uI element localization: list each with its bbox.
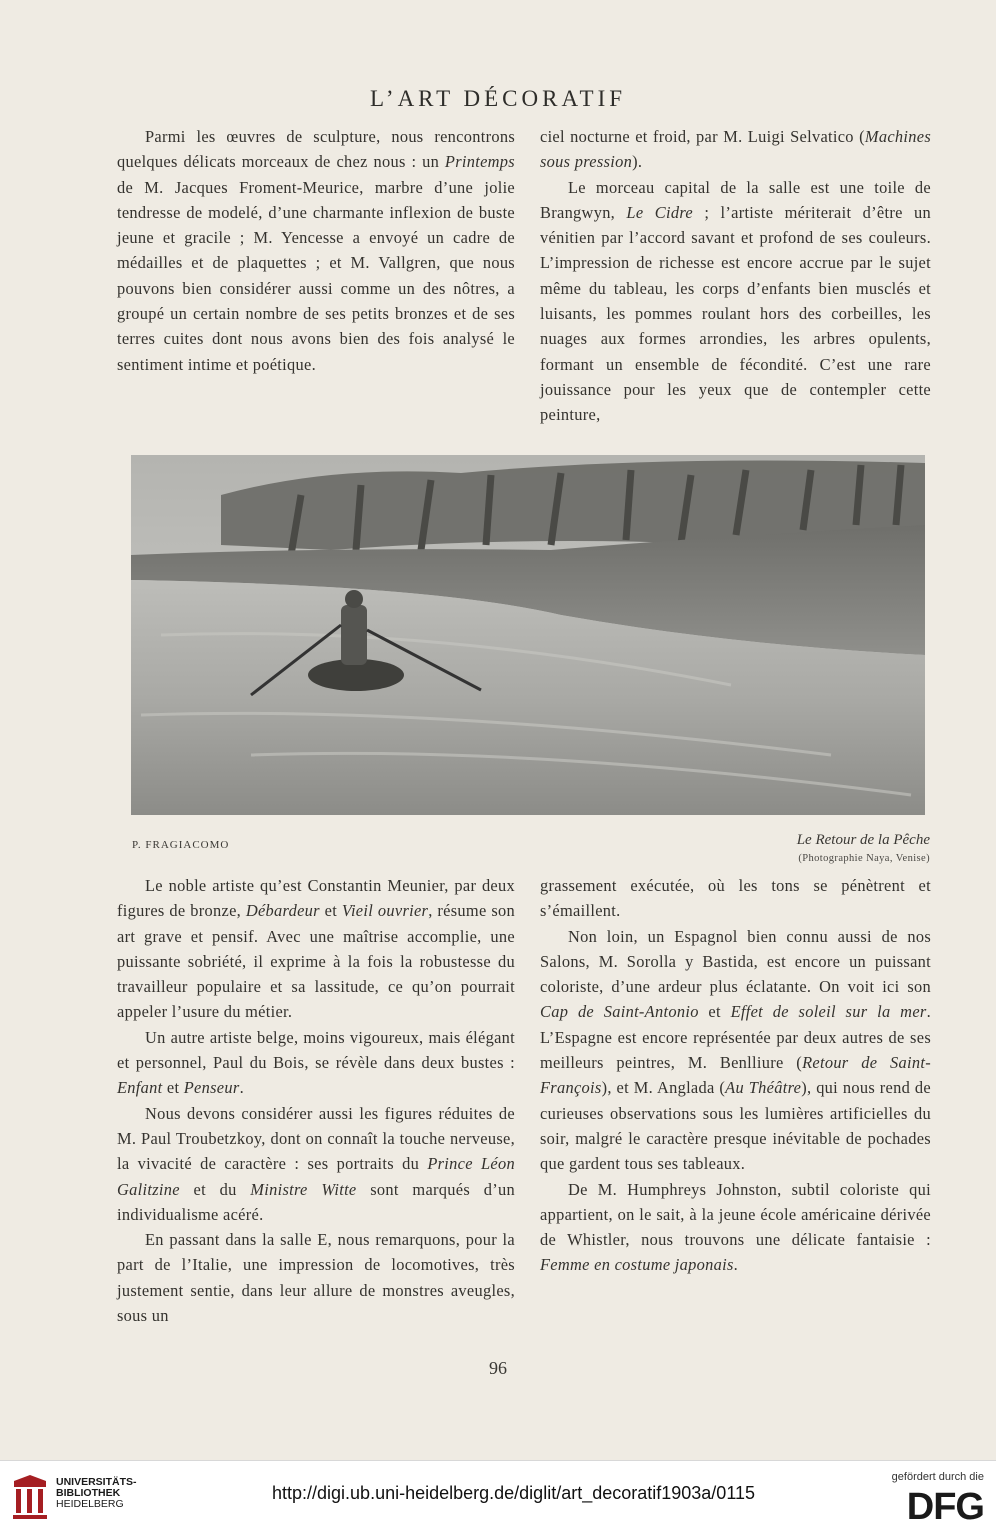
painting-illustration	[131, 455, 925, 815]
italic-title: Retour de Saint-François	[540, 1053, 931, 1098]
paragraph: grassement exécutée, où les tons se pénètrent et s’émaillent.	[540, 876, 931, 921]
paragraph: Nous devons considérer aussi les figures réduites de M. Paul Troubetzkoy, dont on connaît la touche nerveuse, la vivacité de caractère : ses portraits du Prince Léon Galitzine et du Ministre Witte sont marqués d’un individualisme acéré.	[117, 1103, 515, 1224]
paragraph: Le morceau capital de la salle est une toile de Brangwyn, Le Cidre ; l’artiste mériterait d’être un vénitien par l’accord savant et profond de ses couleurs. L’impression de richesse est encore accrue par le sujet même du tableau, les corps d’enfants bien musclés et luisants, les pommes roulant hors des corbeilles, les nuages aux formes arrondies, les arbres opulents, formant un ensemble de fécondité. C’est une rare jouissance pour les yeux que de contempler cette peinture,	[540, 177, 931, 425]
italic-title: Le Cidre	[626, 202, 693, 222]
text-column-bottom-left	[117, 873, 515, 1328]
page-number: 96	[489, 1358, 507, 1378]
paragraph: Le noble artiste qu’est Constantin Meunier, par deux figures de bronze, Débardeur et Vieil ouvrier, résume son art grave et pensif. Avec une maîtrise accomplie, une puissante sobriété, il exprime à la fois la robustesse du travailleur populaire et sa lassitude, ce qu’on pourrait appeler l’usure du métier.	[117, 876, 515, 1022]
caption-artist: P. FRAGIACOMO	[132, 839, 230, 851]
paragraph: ciel nocturne et froid, par M. Luigi Selvatico (Machines sous pression).	[540, 127, 931, 172]
paragraph: Non loin, un Espagnol bien connu aussi de nos Salons, M. Sorolla y Bastida, est encore un puissant coloriste, d’une ardeur plus éclatante. On voit ici son Cap de Saint-Antonio et Effet de soleil sur la mer. L’Espagne est encore représentée par deux autres de ses meilleurs peintres, M. Benlliure (Retour de Saint-François), et M. Anglada (Au Théâtre), qui nous rend de curieuses observations sous les lumières artificielles du soir, malgré le caractère presque inévitable de pochades que gardent tous ses tableaux.	[540, 926, 931, 1174]
italic-title: Printemps	[444, 152, 515, 172]
italic-title: Ministre Witte	[250, 1179, 357, 1199]
italic-title: Machines sous pression	[540, 127, 931, 172]
paragraph: De M. Humphreys Johnston, subtil coloriste qui appartient, on le sait, à la jeune école américaine dérivée de Whistler, nous trouvons une délicate fantaisie : Femme en costume japonais.	[540, 1179, 931, 1275]
text-column-top-left	[117, 124, 515, 377]
paragraph: En passant dans la salle E, nous remarquons, pour la part de l’Italie, une impression de locomotives, très justement sentie, dans leur allure de monstres aveugles, sous un	[117, 1230, 515, 1326]
university-library-logo[interactable]	[10, 1473, 50, 1521]
running-header: L’ART DÉCORATIF	[369, 86, 627, 111]
paragraph: Un autre artiste belge, moins vigoureux, mais élégant et personnel, Paul du Bois, se révèle dans deux bustes : Enfant et Penseur.	[117, 1027, 515, 1098]
permalink-url[interactable]: http://digi.ub.uni-heidelberg.de/diglit/art_decoratif1903a/0115	[272, 1483, 756, 1503]
italic-title: Femme en costume japonais	[540, 1255, 734, 1275]
italic-title: Cap de Saint-Antonio	[540, 1002, 699, 1022]
caption-title: Le Retour de la Pêche	[796, 832, 930, 848]
italic-title: Penseur	[183, 1078, 240, 1098]
italic-title: Effet de soleil sur la mer	[730, 1002, 927, 1022]
funding-label: gefördert durch die	[891, 1471, 984, 1483]
text-column-bottom-right	[540, 873, 931, 1278]
dfg-logo[interactable]: DFG	[906, 1486, 984, 1528]
italic-title: Vieil ouvrier	[341, 901, 429, 921]
text-column-top-right	[540, 124, 931, 428]
caption-photo-credit: (Photographie Naya, Venise)	[798, 853, 930, 864]
italic-title: Au Théâtre	[725, 1078, 802, 1098]
library-name: UNIVERSITÄTS- BIBLIOTHEK HEIDELBERG	[56, 1476, 137, 1510]
paragraph: Parmi les œuvres de sculpture, nous rencontrons quelques délicats morceaux de chez nous : un Printemps de M. Jacques Froment-Meurice, marbre d’une jolie tendresse de modelé, d’une charmante inflexion de buste jeune et gracile ; M. Yencesse a envoyé un cadre de médailles et de plaquettes ; et M. Vallgren, que nous pouvons bien considérer aussi comme un des nôtres, a groupé un certain nombre de ses petits bronzes et de ses terres cuites dont nous avons bien des fois analysé le sentiment intime et poétique.	[117, 127, 515, 374]
digitization-footer	[0, 1460, 996, 1534]
painting-reproduction	[131, 455, 925, 815]
italic-title: Enfant	[117, 1078, 163, 1098]
italic-title: Prince Léon Galitzine	[117, 1154, 515, 1199]
italic-title: Débardeur	[245, 901, 320, 921]
